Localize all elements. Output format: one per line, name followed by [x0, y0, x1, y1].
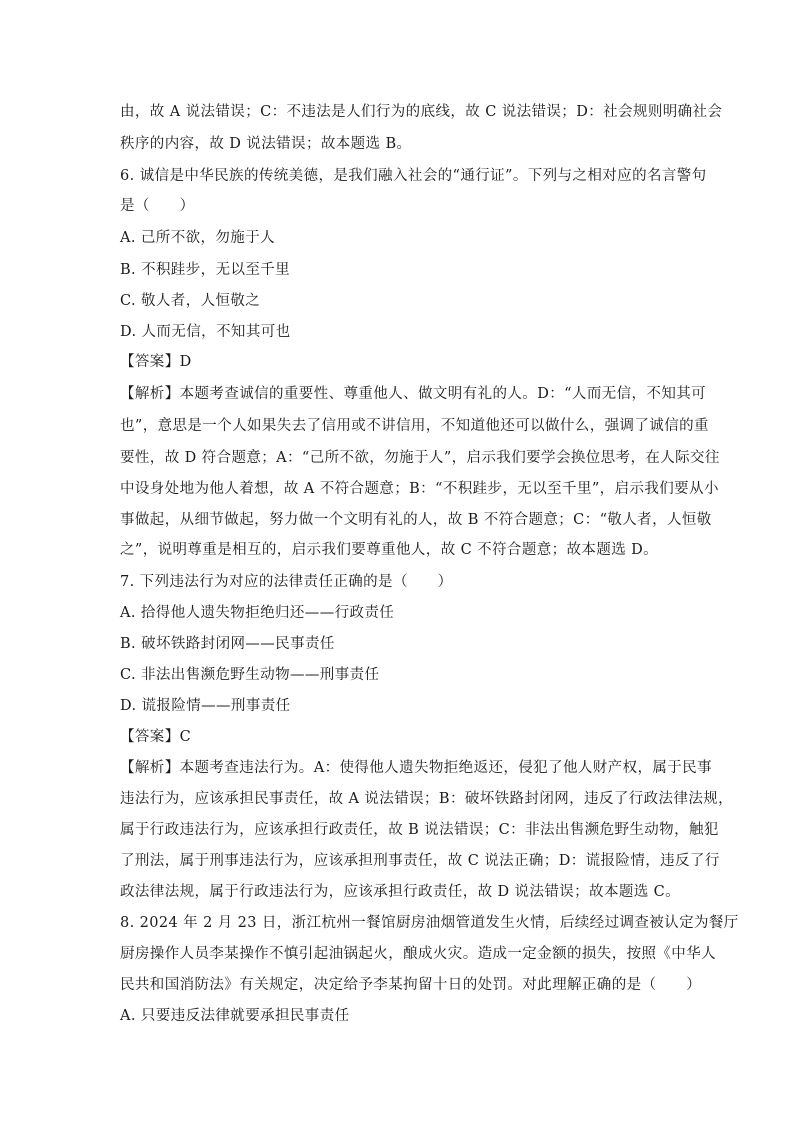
- text-line: 秩序的内容，故 D 说法错误；故本题选 B。: [120, 136, 412, 152]
- analysis-line: 违法行为，应该承担民事责任，故 A 说法错误；B：破坏铁路封闭网，违反了行政法律法规，: [120, 791, 734, 807]
- analysis-line: 事做起，从细节做起，努力做一个文明有礼的人，故 B 不符合题意；C：“敬人者，人恒敬: [120, 512, 712, 528]
- question-8-stem: 厨房操作人员李某操作不慎引起油锅起火，酿成火灾。造成一定金额的损失，按照《中华人: [120, 946, 716, 962]
- option-a: A. 只要违反法律就要承担民事责任: [120, 1008, 350, 1024]
- option-c: C. 非法出售濒危野生动物——刑事责任: [120, 667, 380, 683]
- text-line: 由，故 A 说法错误；C：不违法是人们行为的底线，故 C 说法错误；D：社会规则明确社会: [120, 104, 723, 120]
- analysis-line: 政法律法规，属于行政违法行为，应该承担行政责任，故 D 说法错误；故本题选 C。: [120, 884, 681, 900]
- question-7-stem: 7. 下列违法行为对应的法律责任正确的是（ ）: [120, 574, 453, 590]
- analysis-line: 属于行政违法行为，应该承担行政责任，故 B 说法错误；C：非法出售濒危野生动物，触犯: [120, 822, 719, 838]
- analysis-line: 中设身处地为他人着想，故 A 不符合题意；B：“不积跬步，无以至千里”，启示我们要从小: [120, 481, 719, 497]
- analysis-line: 也”，意思是一个人如果失去了信用或不讲信用，不知道他还可以做什么，强调了诚信的重: [120, 418, 709, 434]
- option-d: D. 人而无信，不知其可也: [120, 324, 291, 340]
- question-6-stem: 是（ ）: [120, 198, 195, 214]
- option-b: B. 破坏铁路封闭网——民事责任: [120, 636, 335, 652]
- answer-label: 【答案】D: [120, 354, 192, 370]
- option-a: A. 己所不欲，勿施于人: [120, 230, 275, 246]
- option-a: A. 拾得他人遗失物拒绝归还——行政责任: [120, 605, 395, 621]
- option-b: B. 不积跬步，无以至千里: [120, 262, 291, 278]
- analysis-line: 【解析】本题考查诚信的重要性、尊重他人、做文明有礼的人。D：“人而无信，不知其可: [120, 386, 707, 402]
- analysis-line: 要性，故 D 符合题意；A：“己所不欲，勿施于人”，启示我们要学会换位思考，在人际交往: [120, 450, 720, 466]
- analysis-line: 【解析】本题考查违法行为。A：使得他人遗失物拒绝返还，侵犯了他人财产权，属于民事: [120, 760, 712, 776]
- question-8-stem: 民共和国消防法》有关规定，决定给予李某拘留十日的处罚。对此理解正确的是（ ）: [120, 977, 702, 993]
- answer-label: 【答案】C: [120, 729, 192, 745]
- option-d: D. 谎报险情——刑事责任: [120, 698, 291, 714]
- question-8-stem: 8. 2024 年 2 月 23 日，浙江杭州一餐馆厨房油烟管道发生火情，后续经过调查被认定为餐厅: [120, 915, 739, 931]
- option-c: C. 敬人者，人恒敬之: [120, 293, 261, 309]
- analysis-line: 之”，说明尊重是相互的，启示我们要尊重他人，故 C 不符合题意；故本题选 D。: [120, 542, 659, 558]
- analysis-line: 了刑法，属于刑事违法行为，应该承担刑事责任，故 C 说法正确；D：谎报险情，违反了行: [120, 853, 720, 869]
- question-6-stem: 6. 诚信是中华民族的传统美德，是我们融入社会的“通行证”。下列与之相对应的名言警句: [120, 168, 707, 184]
